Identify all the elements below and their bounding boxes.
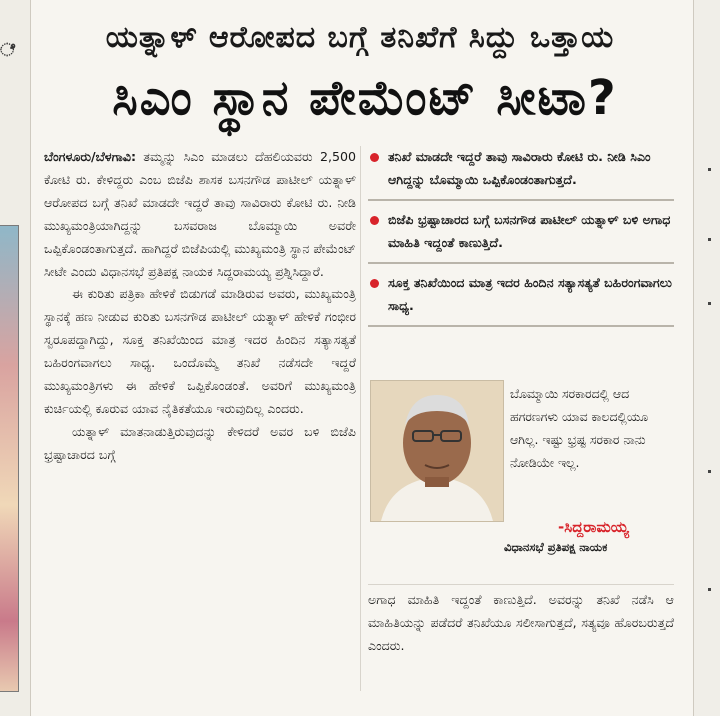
quote-signature: -ಸಿದ್ದರಾಮಯ್ಯ <box>558 518 629 536</box>
dateline: ಬೆಂಗಳೂರು/ಬೆಳಗಾವಿ: <box>44 149 136 164</box>
column-divider <box>360 146 361 691</box>
highlight-item <box>368 272 674 327</box>
article-paragraph: ಈ ಕುರಿತು ಪತ್ರಿಕಾ ಹೇಳಿಕೆ ಬಿಡುಗಡೆ ಮಾಡಿರುವ ಅವರು, ಮುಖ್ಯಮಂತ್ರಿ ಸ್ಥಾನಕ್ಕೆ ಹಣ ನೀಡುವ ಕುರಿತು ಬಸನಗೌಡ ಪಾಟೀಲ್ ಯತ್ನಾಳ್ ಹೇಳಿಕೆ ಗಂಭೀರ ಸ್ವರೂಪದ್ದಾಗಿದ್ದು, ಸೂಕ್ತ ತನಿಖೆಯಿಂದ ಮಾತ್ರ ಇದರ ಹಿಂದಿನ ಸತ್ಯಾಸತ್ಯತೆ ಬಹಿರಂಗವಾಗಲು ಸಾಧ್ಯ. ಒಂದೊಮ್ಮೆ ತನಿಖೆ ನಡೆಸದೇ ಇದ್ದರೆ ಮುಖ್ಯಮಂತ್ರಿಗಳು ಈ ಹೇಳಿಕೆ ಒಪ್ಪಿಕೊಂಡಂತೆ. ಅವರಿಗೆ ಮುಖ್ಯಮಂತ್ರಿ ಕುರ್ಚಿಯಲ್ಲಿ ಕೂರುವ ಯಾವ ನೈತಿಕತೆಯೂ ಇರುವುದಿಲ್ಲ ಎಂದರು. <box>44 286 356 416</box>
red-bullet-icon <box>370 153 379 162</box>
highlight-item <box>368 146 674 201</box>
bullet-dot-fragment <box>708 588 711 591</box>
highlights-list <box>368 146 674 335</box>
main-headline: ಸಿಎಂ ಸ್ಥಾನ ಪೇಮೆಂಟ್ ಸೀಟಾ? <box>112 70 618 126</box>
adjacent-photo-strip <box>0 225 19 692</box>
adjacent-article-left <box>0 0 31 716</box>
red-bullet-icon <box>370 216 379 225</box>
highlight-text: ಸೂಕ್ತ ತನಿಖೆಯಿಂದ ಮಾತ್ರ ಇದರ ಹಿಂದಿನ ಸತ್ಯಾಸತ್ಯತೆ ಬಹಿರಂಗವಾಗಲು ಸಾಧ್ಯ. <box>388 275 672 313</box>
portrait-photo <box>370 380 504 522</box>
left-fragment-text: ೆ <box>0 40 15 61</box>
quote-role: ವಿಧಾನಸಭೆ ಪ್ರತಿಪಕ್ಷ ನಾಯಕ <box>504 540 608 554</box>
paragraph-text: ತಮ್ಮನ್ನು ಸಿಎಂ ಮಾಡಲು ದೆಹಲಿಯವರು 2,500 ಕೋಟಿ ರು. ಕೇಳಿದ್ದರು ಎಂಬ ಬಿಜೆಪಿ ಶಾಸಕ ಬಸನಗೌಡ ಪಾಟೀಲ್ ಯತ್ನಾಳ್ ಆರೋಪದ ಬಗ್ಗೆ ತನಿಖೆ ಮಾಡದೇ ಇದ್ದರೆ ತಾವು ಸಾವಿರಾರು ಕೋಟಿ ರು. ನೀಡಿ ಮುಖ್ಯಮಂತ್ರಿಯಾಗಿದ್ದನ್ನು ಬಸವರಾಜ ಬೊಮ್ಮಾಯಿ ಅವರೇ ಒಪ್ಪಿಕೊಂಡಂತಾಗುತ್ತದೆ. ಹಾಗಿದ್ದರೆ ಬಿಜೆಪಿಯಲ್ಲಿ ಮುಖ್ಯಮಂತ್ರಿ ಸ್ಥಾನ ಪೇಮೆಂಟ್ ಸೀಟೇ ಎಂದು ವಿಧಾನಸಭೆ ಪ್ರತಿಪಕ್ಷ ನಾಯಕ ಸಿದ್ದರಾಮಯ್ಯ ಪ್ರಶ್ನಿಸಿದ್ದಾರೆ. <box>44 149 356 279</box>
portrait-illustration <box>371 381 503 521</box>
highlight-text: ಬಿಜೆಪಿ ಭ್ರಷ್ಟಾಚಾರದ ಬಗ್ಗೆ ಬಸನಗೌಡ ಪಾಟೀಲ್ ಯತ್ನಾಳ್ ಬಳಿ ಅಗಾಧ ಮಾಹಿತಿ ಇದ್ದಂತೆ ಕಾಣುತ್ತಿದೆ. <box>388 212 671 250</box>
highlight-text: ತನಿಖೆ ಮಾಡದೇ ಇದ್ದರೆ ತಾವು ಸಾವಿರಾರು ಕೋಟಿ ರು. ನೀಡಿ ಸಿಎಂ ಆಗಿದ್ದನ್ನು ಬೊಮ್ಮಾಯಿ ಒಪ್ಪಿಕೊಂಡಂತಾಗುತ್ತದೆ. <box>388 149 651 187</box>
article-paragraph: ಯತ್ನಾಳ್ ಮಾತನಾಡುತ್ತಿರುವುದನ್ನು ಕೇಳಿದರೆ ಅವರ ಬಳಿ ಬಿಜೆಪಿ ಭ್ರಷ್ಟಾಚಾರದ ಬಗ್ಗೆ <box>44 423 356 462</box>
article-paragraph <box>44 146 356 283</box>
quote-text: ಬೊಮ್ಮಾಯಿ ಸರಕಾರದಲ್ಲಿ ಆದ ಹಗರಣಗಳು ಯಾವ ಕಾಲದಲ್ಲಿಯೂ ಆಗಿಲ್ಲ. ಇಷ್ಟು ಭ್ರಷ್ಟ ಸರಕಾರ ನಾನು ನೋಡಿಯೇ ಇಲ್ಲ. <box>510 386 649 470</box>
article-continuation: ಅಗಾಧ ಮಾಹಿತಿ ಇದ್ದಂತೆ ಕಾಣುತ್ತಿದೆ. ಅವರನ್ನು ತನಿಖೆ ನಡೆಸಿ ಆ ಮಾಹಿತಿಯನ್ನು ಪಡೆದರೆ ತನಿಖೆಯೂ ಸಲೀಸಾಗುತ್ತದೆ, ಸತ್ಯವೂ ಹೊರಬರುತ್ತದೆ ಎಂದರು. <box>368 584 674 658</box>
bullet-dot-fragment <box>708 302 711 305</box>
pull-quote <box>368 380 674 565</box>
bullet-dot-fragment <box>708 168 711 171</box>
highlight-item <box>368 209 674 264</box>
bullet-dot-fragment <box>708 470 711 473</box>
adjacent-article-right <box>693 0 720 716</box>
article-body-column <box>44 146 356 691</box>
red-bullet-icon <box>370 279 379 288</box>
kicker-headline: ಯತ್ನಾಳ್ ಆರೋಪದ ಬಗ್ಗೆ ತನಿಖೆಗೆ ಸಿದ್ದು ಒತ್ತಾಯ <box>105 20 615 55</box>
bullet-dot-fragment <box>708 238 711 241</box>
